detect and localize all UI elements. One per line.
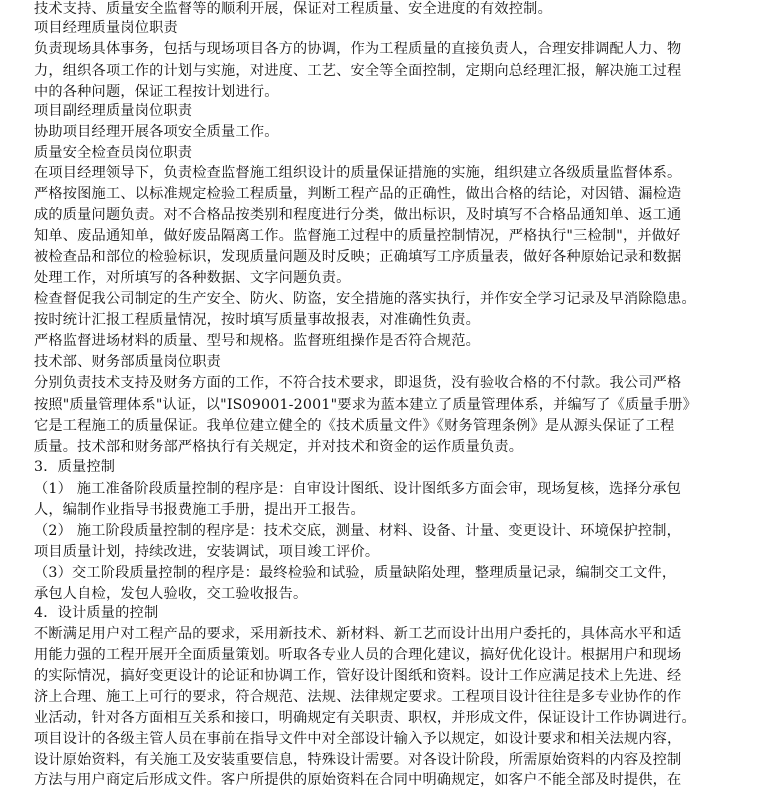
text-line-15: 检查督促我公司制定的生产安全、防火、防盗，安全措施的落实执行，并作安全学习记录及早消除隐患。 (34, 291, 696, 307)
text-line-7: 协助项目经理开展各项安全质量工作。 (34, 124, 279, 140)
section-heading-quality-control: 3．质量控制 (34, 459, 116, 475)
section-heading-project-manager: 项目经理质量岗位职责 (34, 20, 178, 36)
text-line-26: （2） 施工阶段质量控制的程序是：技术交底，测量、材料、设备、计量、变更设计、环境保护控制， (34, 523, 681, 539)
text-line-34: 济上合理、施工上可行的要求，符合规范、法规、法律规定要求。工程项目设计往往是多专业协作的作 (34, 689, 682, 705)
text-line-4: 力，组织各项工作的计划与实施，对进度、工艺、安全等全面控制，定期向总经理汇报，解决施工过程 (34, 63, 682, 79)
text-line-33: 的实际情况，搞好变更设计的论证和协调工作，管好设计图纸和资料。设计工作应满足技术上先进、经 (34, 668, 682, 684)
text-line-37: 设计原始资料，有关施工及安装重要信息，特殊设计需要。对各设计阶段，所需原始资料的内容及控制 (34, 752, 682, 768)
text-line-36: 项目设计的各级主管人员在事前在指导文件中对全部设计输入予以规定，如设计要求和相关法规内容， (34, 731, 682, 747)
text-line-31: 不断满足用户对工程产品的要求，采用新技术、新材料、新工艺而设计出用户委托的，具体高水平和适 (34, 626, 682, 642)
text-line-19: 分别负责技术支持及财务方面的工作，不符合技术要求，即退货，没有验收合格的不付款。我公司严格 (34, 375, 682, 391)
text-line-38: 方法与用户商定后形成文件。客户所提供的原始资料在合同中明确规定，如客户不能全部及时提供，在 (34, 772, 682, 788)
text-line-9: 在项目经理领导下，负责检查监督施工组织设计的质量保证措施的实施，组织建立各级质量监督体系。 (34, 165, 682, 181)
text-line-12: 知单、废品通知单，做好废品隔离工作。监督施工过程中的质量控制情况，严格执行"三检制"，并做好 (34, 228, 681, 244)
text-line-1: 技术支持、质量安全监督等的顺利开展，保证对工程质量、安全进度的有效控制。 (34, 1, 552, 17)
section-heading-tech-finance: 技术部、财务部质量岗位职责 (34, 354, 222, 370)
text-line-13: 被检查品和部位的检验标识，发现质量问题及时反映；正确填写工序质量表，做好各种原始记录和数据 (34, 249, 682, 265)
text-line-20: 按照"质量管理体系"认证，以"IS09001-2001"要求为蓝本建立了质量管理体系，并编写了《质量手册》 (34, 397, 697, 413)
text-line-25: 人，编制作业指导书报费施工手册，提出开工报告。 (34, 502, 365, 518)
text-line-21: 它是工程施工的质量保证。我单位建立健全的《技术质量文件》《财务管理条例》是从源头保证了工程 (34, 418, 675, 434)
text-line-29: 承包人自检，发包人验收，交工验收报告。 (34, 586, 308, 602)
section-heading-inspector: 质量安全检查员岗位职责 (34, 145, 193, 161)
text-line-28: （3）交工阶段质量控制的程序是：最终检验和试验，质量缺陷处理，整理质量记录，编制交工文件， (34, 565, 677, 581)
text-line-35: 业活动，针对各方面相互关系和接口，明确规定有关职责、职权，并形成文件，保证设计工作协调进行。 (34, 710, 696, 726)
text-line-14: 处理工作，对所填写的各种数据、文字问题负责。 (34, 270, 351, 286)
text-line-27: 项目质量计划，持续改进，安装调试，项目竣工评价。 (34, 544, 380, 560)
text-line-16: 按时统计汇报工程质量情况，按时填写质量事故报表，对准确性负责。 (34, 312, 481, 328)
text-line-3: 负责现场具体事务，包括与现场项目各方的协调，作为工程质量的直接负责人，合理安排调配人力、物 (34, 41, 682, 57)
text-line-24: （1） 施工准备阶段质量控制的程序是：自审设计图纸、设计图纸多方面会审，现场复核，选择分承包 (34, 481, 681, 497)
text-line-10: 严格按图施工、以标准规定检验工程质量，判断工程产品的正确性，做出合格的结论，对因错、漏检造 (34, 186, 682, 202)
section-heading-design-quality: 4．设计质量的控制 (34, 605, 159, 621)
text-line-17: 严格监督进场材料的质量、型号和规格。监督班组操作是否符合规范。 (34, 333, 481, 349)
text-line-22: 质量。技术部和财务部严格执行有关规定，并对技术和资金的运作质量负责。 (34, 439, 524, 455)
section-heading-deputy-manager: 项目副经理质量岗位职责 (34, 103, 193, 119)
text-line-11: 成的质量问题负责。对不合格品按类别和程度进行分类，做出标识，及时填写不合格品通知单、返工通 (34, 207, 682, 223)
text-line-32: 用能力强的工程开展开全面质量策划。听取各专业人员的合理化建议，搞好优化设计。根据用户和现场 (34, 647, 682, 663)
text-line-5: 中的各种问题，保证工程按计划进行。 (34, 84, 279, 100)
